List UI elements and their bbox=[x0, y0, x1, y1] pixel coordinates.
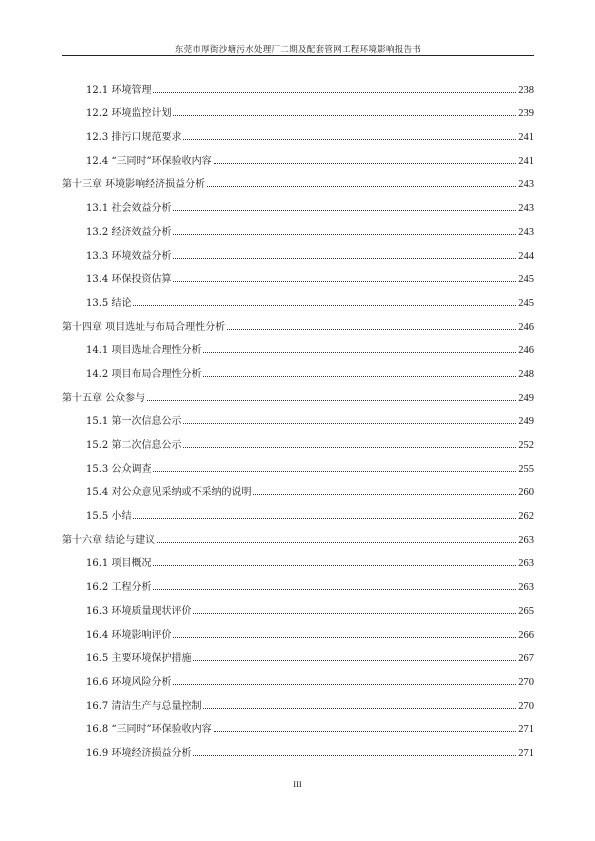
toc-entry-label: 第十四章 项目选址与布局合理性分析 bbox=[62, 321, 226, 333]
toc-dot-leader bbox=[193, 613, 516, 614]
page-number: III bbox=[293, 779, 302, 789]
toc-dot-leader bbox=[153, 92, 516, 93]
toc-dot-leader bbox=[153, 471, 516, 472]
toc-dot-leader bbox=[183, 447, 516, 448]
toc-section-entry[interactable] bbox=[62, 190, 534, 214]
toc-entry-label: 14.1 项目选址合理性分析 bbox=[86, 345, 202, 357]
toc-entry-page: 243 bbox=[518, 203, 534, 215]
toc-entry-label: 12.3 排污口规范要求 bbox=[86, 132, 182, 144]
toc-section-entry[interactable] bbox=[62, 119, 534, 143]
toc-entry-page: 266 bbox=[518, 629, 534, 641]
toc-entry-label: 13.3 环境效益分析 bbox=[86, 250, 172, 262]
toc-entry-page: 243 bbox=[518, 226, 534, 238]
toc-entry-page: 248 bbox=[518, 368, 534, 380]
toc-entry-page: 249 bbox=[518, 416, 534, 428]
toc-entry-label: 16.6 环境风险分析 bbox=[86, 676, 172, 688]
toc-entry-page: 271 bbox=[518, 747, 534, 759]
toc-entry-page: 265 bbox=[518, 605, 534, 617]
toc-dot-leader bbox=[203, 352, 516, 353]
toc-entry-page: 263 bbox=[518, 582, 534, 594]
toc-dot-leader bbox=[173, 684, 516, 685]
toc-entry-label: 12.1 环境管理 bbox=[86, 84, 152, 96]
toc-section-entry[interactable] bbox=[62, 593, 534, 617]
toc-entry-page: 267 bbox=[518, 653, 534, 665]
header-rule bbox=[62, 55, 534, 56]
toc-section-entry[interactable] bbox=[62, 451, 534, 475]
toc-section-entry[interactable] bbox=[62, 427, 534, 451]
toc-section-entry[interactable] bbox=[62, 285, 534, 309]
toc-entry-page: 243 bbox=[518, 179, 534, 191]
toc-section-entry[interactable] bbox=[62, 262, 534, 286]
toc-chapter-entry[interactable] bbox=[62, 309, 534, 333]
toc-dot-leader bbox=[147, 400, 516, 401]
toc-dot-leader bbox=[133, 518, 516, 519]
toc-section-entry[interactable] bbox=[62, 238, 534, 262]
toc-entry-label: 13.4 环保投资估算 bbox=[86, 274, 172, 286]
toc-section-entry[interactable] bbox=[62, 641, 534, 665]
toc-entry-label: 16.5 主要环境保护措施 bbox=[86, 653, 192, 665]
toc-entry-page: 263 bbox=[518, 558, 534, 570]
toc-entry-page: 271 bbox=[518, 724, 534, 736]
toc-section-entry[interactable] bbox=[62, 475, 534, 499]
toc-dot-leader bbox=[193, 755, 516, 756]
toc-entry-page: 238 bbox=[518, 84, 534, 96]
toc-chapter-entry[interactable] bbox=[62, 522, 534, 546]
toc-entry-label: 16.2 工程分析 bbox=[86, 582, 152, 594]
toc-section-entry[interactable] bbox=[62, 404, 534, 428]
toc-entry-label: 15.2 第二次信息公示 bbox=[86, 440, 182, 451]
toc-dot-leader bbox=[173, 210, 516, 211]
toc-entry-label: 15.3 公众调查 bbox=[86, 463, 152, 475]
toc-entry-page: 239 bbox=[518, 108, 534, 120]
toc-section-entry[interactable] bbox=[62, 688, 534, 712]
toc-dot-leader bbox=[157, 542, 516, 543]
toc-entry-page: 249 bbox=[518, 392, 534, 404]
toc-dot-leader bbox=[214, 163, 517, 164]
toc-section-entry[interactable] bbox=[62, 617, 534, 641]
toc-entry-label: 16.1 项目概况 bbox=[86, 558, 152, 570]
toc-chapter-entry[interactable] bbox=[62, 167, 534, 191]
toc-section-entry[interactable] bbox=[62, 214, 534, 238]
toc-dot-leader bbox=[183, 423, 516, 424]
toc-entry-label: 16.3 环境质量现状评价 bbox=[86, 605, 192, 617]
toc-dot-leader bbox=[173, 281, 516, 282]
toc-entry-page: 241 bbox=[518, 155, 534, 167]
toc-entry-page: 245 bbox=[518, 274, 534, 286]
toc-section-entry[interactable] bbox=[62, 735, 534, 759]
toc-entry-label: 14.2 项目布局合理性分析 bbox=[86, 368, 202, 380]
toc-dot-leader bbox=[153, 565, 516, 566]
toc-dot-leader bbox=[207, 186, 516, 187]
toc-dot-leader bbox=[227, 329, 516, 330]
toc-dot-leader bbox=[253, 494, 516, 495]
toc-entry-page: 262 bbox=[518, 511, 534, 523]
toc-entry-label: 第十三章 环境影响经济损益分析 bbox=[62, 179, 206, 191]
toc-chapter-entry[interactable] bbox=[62, 380, 534, 404]
toc-entry-page: 245 bbox=[518, 297, 534, 309]
toc-entry-label: 12.4 “三同时”环保验收内容 bbox=[86, 155, 212, 167]
toc-entry-label: 16.8 “三同时”环保验收内容 bbox=[86, 724, 212, 736]
toc-dot-leader bbox=[214, 731, 517, 732]
toc-dot-leader bbox=[153, 589, 516, 590]
toc-section-entry[interactable] bbox=[62, 498, 534, 522]
toc-dot-leader bbox=[133, 305, 516, 306]
toc-section-entry[interactable] bbox=[62, 96, 534, 120]
toc-section-entry[interactable] bbox=[62, 712, 534, 736]
toc-dot-leader bbox=[173, 115, 516, 116]
toc-entry-label: 13.2 经济效益分析 bbox=[86, 226, 172, 238]
toc-entry-label: 13.5 结论 bbox=[86, 297, 132, 309]
toc-entry-page: 270 bbox=[518, 676, 534, 688]
toc-section-entry[interactable] bbox=[62, 664, 534, 688]
toc-dot-leader bbox=[193, 660, 516, 661]
toc-entry-label: 15.5 小结 bbox=[86, 511, 132, 523]
toc-section-entry[interactable] bbox=[62, 333, 534, 357]
toc-dot-leader bbox=[203, 376, 516, 377]
toc-entry-page: 270 bbox=[518, 700, 534, 712]
toc-entry-label: 16.9 环境经济损益分析 bbox=[86, 747, 192, 759]
toc-section-entry[interactable] bbox=[62, 143, 534, 167]
toc-entry-label: 第十五章 公众参与 bbox=[62, 392, 146, 404]
toc-section-entry[interactable] bbox=[62, 72, 534, 96]
toc-section-entry[interactable] bbox=[62, 356, 534, 380]
table-of-contents bbox=[62, 72, 534, 759]
toc-section-entry[interactable] bbox=[62, 546, 534, 570]
toc-entry-label: 16.7 清洁生产与总量控制 bbox=[86, 700, 202, 712]
toc-section-entry[interactable] bbox=[62, 569, 534, 593]
toc-entry-page: 246 bbox=[518, 321, 534, 333]
toc-dot-leader bbox=[173, 234, 516, 235]
toc-entry-page: 241 bbox=[518, 132, 534, 144]
toc-entry-page: 255 bbox=[518, 463, 534, 475]
toc-entry-label: 15.1 第一次信息公示 bbox=[86, 416, 182, 428]
toc-entry-page: 246 bbox=[518, 345, 534, 357]
toc-entry-page: 244 bbox=[518, 250, 534, 262]
toc-entry-label: 13.1 社会效益分析 bbox=[86, 203, 172, 215]
toc-entry-label: 12.2 环境监控计划 bbox=[86, 108, 172, 120]
toc-entry-page: 252 bbox=[518, 440, 534, 451]
toc-dot-leader bbox=[203, 708, 516, 709]
toc-entry-page: 260 bbox=[518, 487, 534, 499]
toc-entry-label: 第十六章 结论与建议 bbox=[62, 534, 156, 546]
toc-entry-page: 263 bbox=[518, 534, 534, 546]
toc-dot-leader bbox=[173, 637, 516, 638]
running-header: 东莞市厚街沙塘污水处理厂二期及配套管网工程环境影响报告书 bbox=[174, 45, 422, 55]
toc-entry-label: 15.4 对公众意见采纳或不采纳的说明 bbox=[86, 487, 252, 499]
toc-entry-label: 16.4 环境影响评价 bbox=[86, 629, 172, 641]
toc-dot-leader bbox=[183, 139, 516, 140]
toc-dot-leader bbox=[173, 258, 516, 259]
